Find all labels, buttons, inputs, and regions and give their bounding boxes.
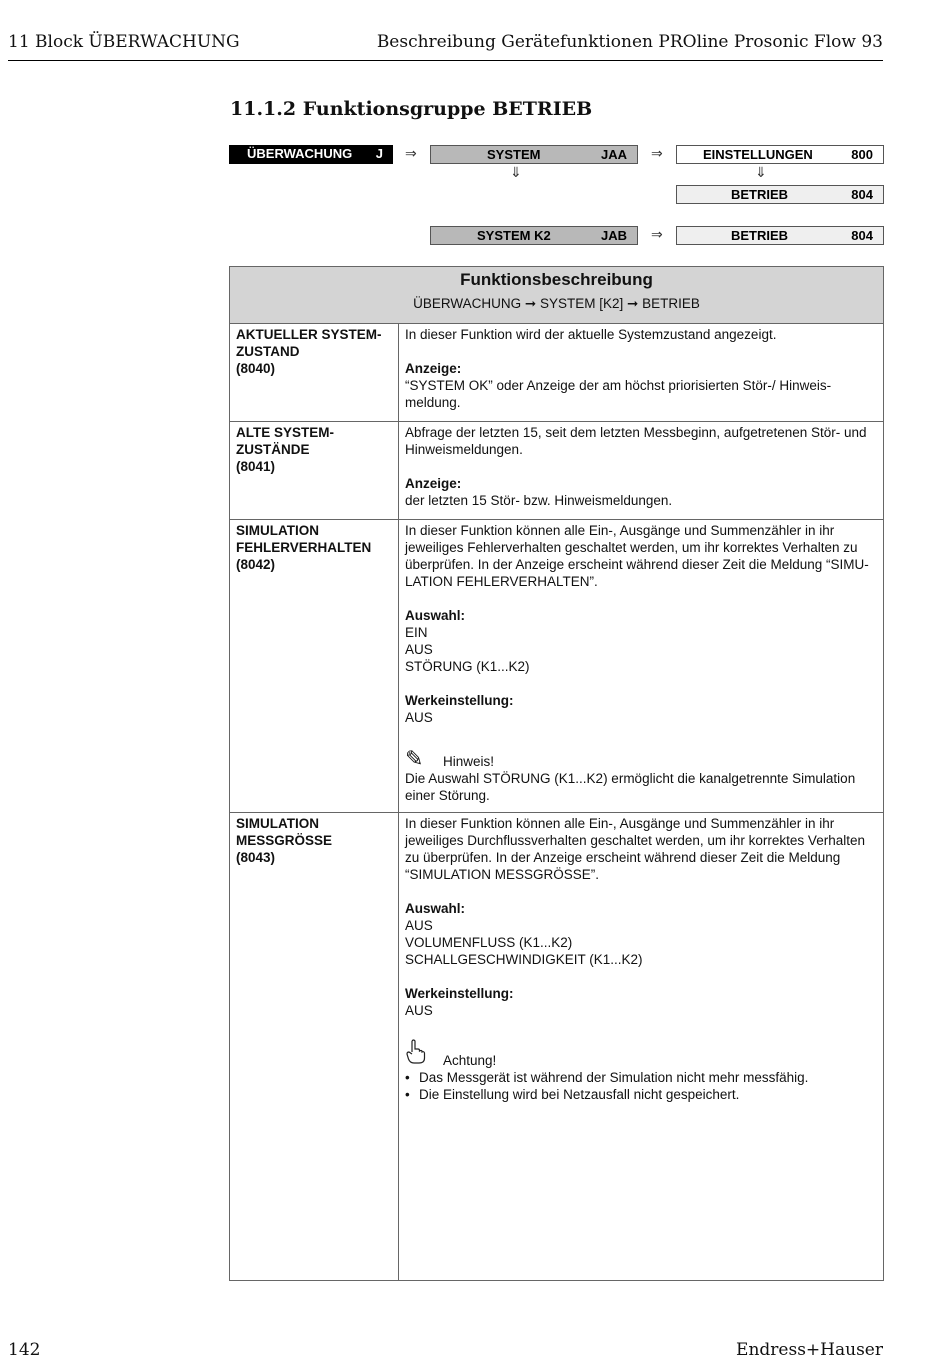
werkeinstellung-label: Werkeinstellung: — [405, 986, 514, 1001]
note-text: Die Auswahl STÖRUNG (K1...K2) ermöglicht die kanalgetrennte Simulation einer Störung. — [405, 771, 856, 803]
function-code: (8043) — [236, 850, 276, 865]
werkeinstellung-label: Werkeinstellung: — [405, 693, 514, 708]
running-header-right: Beschreibung Gerätefunktionen PROline Prosonic Flow 93 — [376, 32, 883, 52]
column-divider — [398, 323, 399, 1280]
function-name-line: ZUSTAND — [236, 344, 300, 359]
nav-code: 804 — [851, 228, 873, 243]
warning-title: Achtung! — [443, 1053, 497, 1068]
auswahl-label: Auswahl: — [405, 608, 466, 623]
function-name-line: AKTUELLER SYSTEM- — [236, 327, 382, 342]
section-title: 11.1.2 Funktionsgruppe BETRIEB — [230, 98, 593, 120]
auswahl-label: Auswahl: — [405, 901, 466, 916]
function-desc-8041 — [405, 424, 879, 509]
bullet-icon: • — [405, 1070, 410, 1085]
function-code: (8040) — [236, 361, 276, 376]
function-name-8041 — [236, 424, 394, 475]
option-item: SCHALLGESCHWINDIGKEIT (K1...K2) — [405, 952, 643, 967]
desc-text: In dieser Funktion können alle Ein-, Ausgänge und Summenzähler in ihr jeweiliges Fehlerverhalten geschaltet werden, um ihr korrektes Verhalten zu überprüfen. In der Anzeige erscheint während dieser Zeit die Meldung “SIMU-LATION FEHLERVERHALTEN”. — [405, 523, 869, 589]
table-path: ÜBERWACHUNG ➞ SYSTEM [K2] ➞ BETRIEB — [413, 296, 700, 311]
nav-code: JAB — [600, 228, 627, 243]
nav-code: 800 — [851, 147, 873, 162]
function-desc-8040 — [405, 326, 879, 411]
option-item: EIN — [405, 625, 428, 640]
nav-label: EINSTELLUNGEN — [703, 147, 813, 162]
function-code: (8042) — [236, 557, 276, 572]
nav-box-system — [430, 145, 638, 164]
function-desc-8042 — [405, 522, 879, 804]
function-name-line: ZUSTÄNDE — [236, 442, 310, 457]
pencil-icon: ✎ — [405, 746, 424, 771]
pointing-hand-icon — [405, 1039, 443, 1069]
arrow-right-icon: ⇒ — [405, 145, 417, 161]
header-rule — [8, 60, 883, 61]
row-divider — [230, 519, 883, 520]
nav-code: 804 — [851, 187, 873, 202]
table-header — [230, 267, 883, 324]
brand-footer: Endress+Hauser — [736, 1340, 883, 1360]
function-table — [229, 266, 884, 1281]
bullet-icon: • — [405, 1087, 410, 1102]
nav-code: J — [375, 146, 383, 161]
list-item — [405, 1069, 879, 1086]
option-item: VOLUMENFLUSS (K1...K2) — [405, 935, 573, 950]
function-name-line: SIMULATION — [236, 816, 319, 831]
anzeige-text: “SYSTEM OK” oder Anzeige der am höchst priorisierten Stör-/ Hinweis-meldung. — [405, 378, 832, 410]
desc-text: In dieser Funktion wird der aktuelle Systemzustand angezeigt. — [405, 327, 777, 342]
page-number: 142 — [8, 1340, 41, 1360]
row-divider — [230, 421, 883, 422]
warning — [405, 1039, 879, 1069]
warning-item: Die Einstellung wird bei Netzausfall nicht gespeichert. — [419, 1087, 740, 1102]
option-item: STÖRUNG (K1...K2) — [405, 659, 530, 674]
note — [405, 748, 879, 770]
function-name-line: ALTE SYSTEM- — [236, 425, 335, 440]
anzeige-label: Anzeige: — [405, 476, 462, 491]
function-name-8042 — [236, 522, 394, 573]
function-name-8043 — [236, 815, 394, 866]
list-item — [405, 1086, 879, 1103]
nav-box-ueberwachung — [229, 145, 393, 164]
arrow-right-icon: ⇒ — [651, 145, 663, 161]
nav-box-system-k2 — [430, 226, 638, 245]
warning-item: Das Messgerät ist während der Simulation nicht mehr messfähig. — [419, 1070, 809, 1085]
nav-box-einstellungen — [676, 145, 884, 164]
option-item: AUS — [405, 642, 433, 657]
function-name-8040 — [236, 326, 394, 377]
nav-label: BETRIEB — [731, 187, 789, 202]
running-header-left: 11 Block ÜBERWACHUNG — [8, 32, 240, 52]
desc-text: Abfrage der letzten 15, seit dem letzten Messbeginn, aufgetretenen Stör- und Hinweismeldungen. — [405, 425, 867, 457]
arrow-right-icon: ⇒ — [651, 226, 663, 242]
nav-box-betrieb — [676, 185, 884, 204]
function-name-line: MESSGRÖSSE — [236, 833, 333, 848]
function-name-line: SIMULATION — [236, 523, 319, 538]
pointing-hand-icon — [405, 1039, 427, 1065]
option-item: AUS — [405, 918, 433, 933]
arrow-down-icon: ⇓ — [755, 164, 767, 180]
anzeige-text: der letzten 15 Stör- bzw. Hinweismeldungen. — [405, 493, 673, 508]
function-desc-8043 — [405, 815, 879, 1103]
nav-label: SYSTEM K2 — [477, 228, 551, 243]
nav-label: ÜBERWACHUNG — [247, 146, 353, 161]
werkeinstellung-value: AUS — [405, 710, 433, 725]
anzeige-label: Anzeige: — [405, 361, 462, 376]
arrow-down-icon: ⇓ — [510, 164, 522, 180]
table-title: Funktionsbeschreibung — [460, 270, 653, 289]
nav-label: BETRIEB — [731, 228, 789, 243]
row-divider — [230, 812, 883, 813]
note-title: Hinweis! — [443, 754, 495, 769]
nav-box-betrieb-k2 — [676, 226, 884, 245]
function-code: (8041) — [236, 459, 276, 474]
werkeinstellung-value: AUS — [405, 1003, 433, 1018]
nav-code: JAA — [600, 147, 627, 162]
nav-label: SYSTEM — [487, 147, 541, 162]
desc-text: In dieser Funktion können alle Ein-, Ausgänge und Summenzähler in ihr jeweiliges Durchflussverhalten geschaltet werden, um ihr korrektes Verhalten zu überprüfen. In der Anzeige erscheint während dieser Zeit die Meldung “SIMULATION MESSGRÖSSE”. — [405, 816, 865, 882]
function-name-line: FEHLERVERHALTEN — [236, 540, 372, 555]
